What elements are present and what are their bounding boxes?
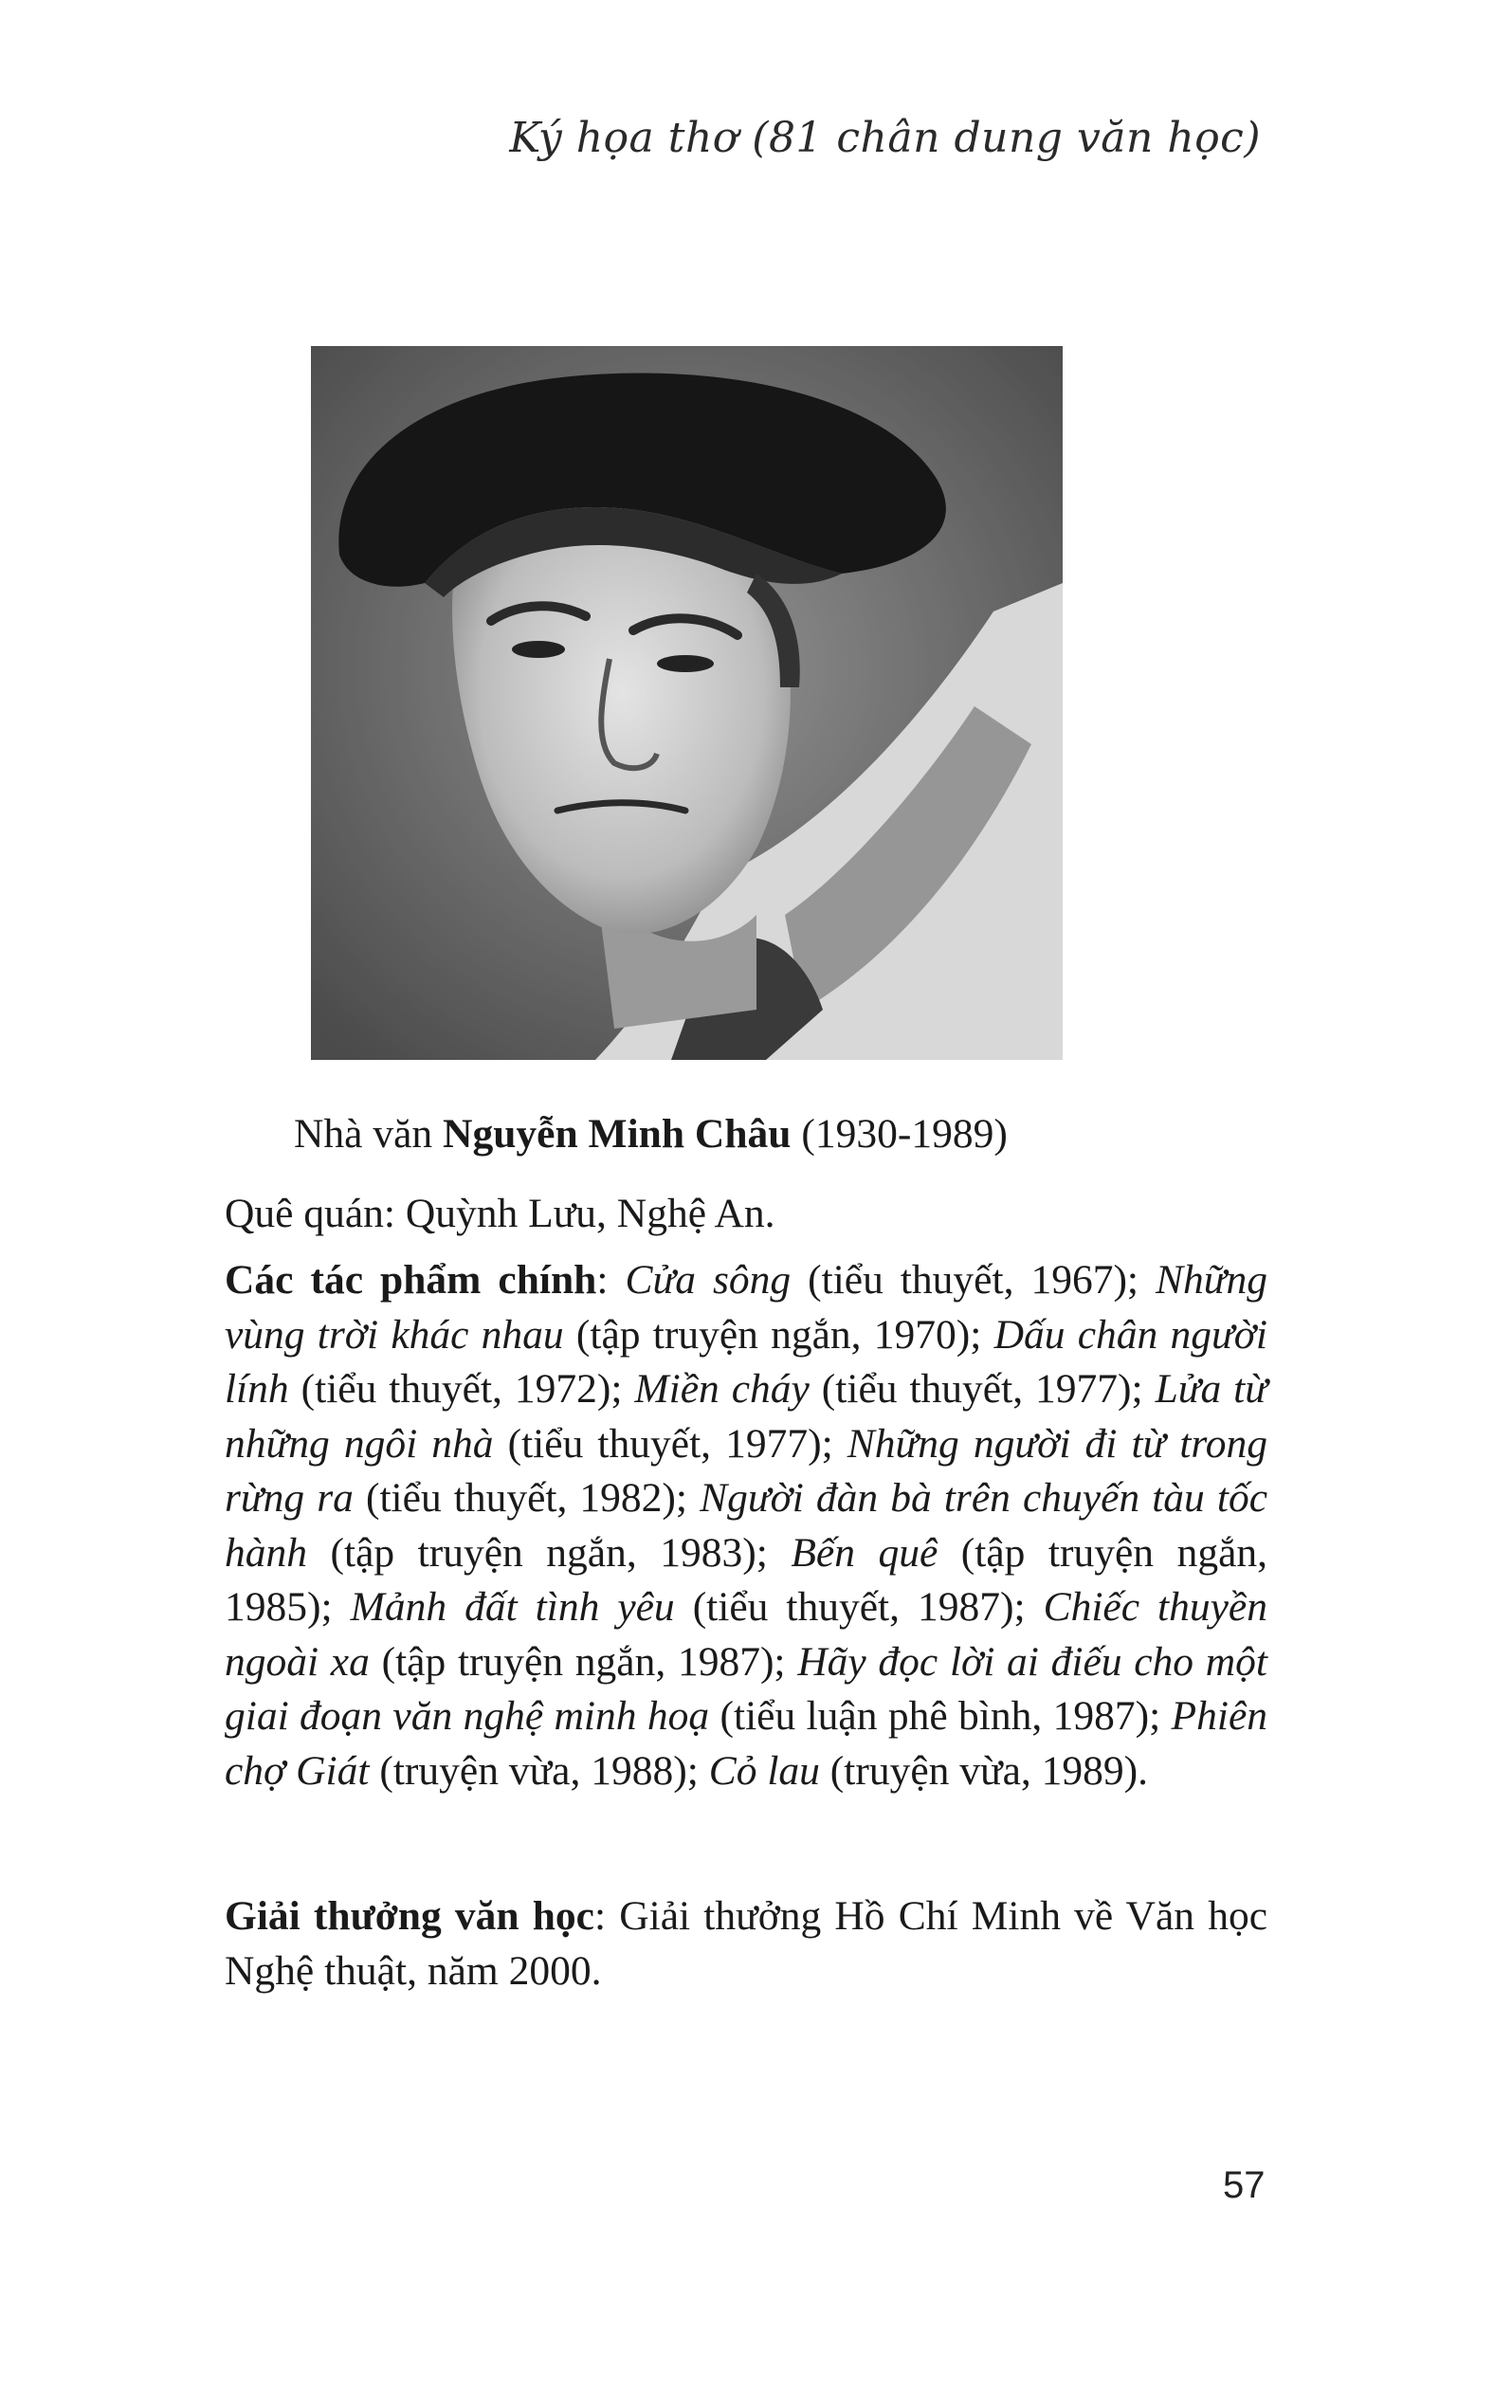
hometown-line: Quê quán: Quỳnh Lưu, Nghệ An. <box>225 1191 775 1236</box>
work-title: Phiên chợ Giát <box>225 1693 1267 1794</box>
work-title: Lửa từ những ngôi nhà <box>225 1366 1267 1467</box>
work-detail: : <box>596 1257 626 1303</box>
work-title: Miền cháy <box>634 1366 810 1412</box>
work-title: Những người đi từ trong rừng ra <box>225 1420 1267 1521</box>
work-detail: (tiểu thuyết, 1982); <box>353 1475 701 1521</box>
page-number: 57 <box>1223 2164 1266 2206</box>
work-title: Mảnh đất tình yêu <box>350 1584 675 1630</box>
author-years: (1930-1989) <box>791 1111 1008 1157</box>
author-portrait-photo <box>311 346 1063 1060</box>
work-detail: (tập truyện ngắn, 1985); <box>225 1529 1268 1630</box>
work-detail: (tập truyện ngắn, 1983); <box>307 1529 792 1576</box>
work-detail: (truyện vừa, 1988); <box>369 1747 709 1794</box>
work-detail: (tập truyện ngắn, 1987); <box>369 1638 798 1685</box>
works-paragraph <box>225 1253 1267 1798</box>
work-title: Dấu chân người lính <box>225 1311 1268 1412</box>
awards-paragraph <box>225 1889 1267 1998</box>
work-title: Cửa sông <box>625 1257 792 1303</box>
awards-text: : Giải thưởng Hồ Chí Minh về Văn học Nghệ thuật, năm 2000. <box>225 1893 1267 1994</box>
work-detail: (tiểu thuyết, 1972); <box>288 1366 635 1412</box>
work-title: Người đàn bà trên chuyến tàu tốc hành <box>225 1475 1268 1576</box>
work-title: Những vùng trời khác nhau <box>225 1257 1268 1358</box>
work-title: Cỏ lau <box>708 1747 820 1794</box>
work-detail: (tiểu thuyết, 1977); <box>809 1366 1156 1412</box>
work-detail: (tập truyện ngắn, 1970); <box>563 1311 994 1358</box>
work-detail: (tiểu luận phê bình, 1987); <box>709 1693 1172 1739</box>
work-detail: (tiểu thuyết, 1987); <box>674 1584 1044 1630</box>
work-detail: (truyện vừa, 1989). <box>819 1747 1149 1794</box>
works-label: Các tác phẩm chính <box>225 1257 597 1303</box>
portrait-caption <box>294 1107 1337 1162</box>
work-title: Bến quê <box>791 1529 938 1576</box>
caption-prefix: Nhà văn <box>294 1111 444 1157</box>
work-detail: (tiểu thuyết, 1977); <box>493 1420 847 1467</box>
work-detail: (tiểu thuyết, 1967); <box>791 1257 1157 1303</box>
author-name: Nguyễn Minh Châu <box>443 1111 792 1157</box>
running-header: Ký họa thơ (81 chân dung văn học) <box>509 114 1261 162</box>
work-title: Chiếc thuyền ngoài xa <box>225 1584 1267 1685</box>
work-title: Hãy đọc lời ai điếu cho một giai đoạn văn nghệ minh hoạ <box>225 1638 1267 1739</box>
works-list <box>225 1257 1267 1794</box>
awards-label: Giải thưởng văn học <box>225 1893 594 1939</box>
